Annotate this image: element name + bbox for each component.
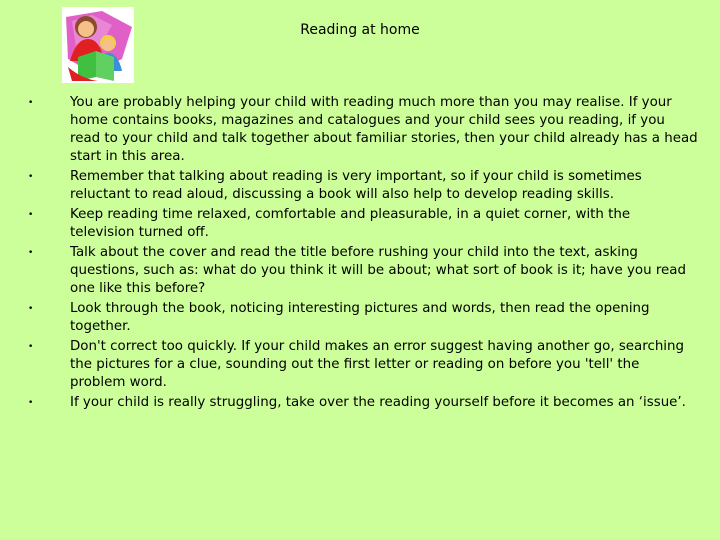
bullet-icon: • [28,98,34,108]
bullet-icon: • [28,304,34,314]
list-item [28,338,698,392]
bullet-list [28,94,698,414]
list-item [28,394,698,412]
list-item [28,206,698,242]
list-item-text: Keep reading time relaxed, comfortable and pleasurable, in a quiet corner, with the television turned off. [70,207,631,240]
bullet-icon: • [28,210,34,220]
list-item [28,244,698,298]
bullet-icon: • [28,398,34,408]
list-item-text: If your child is really struggling, take over the reading yourself before it becomes an ‘issue’. [70,395,686,410]
bullet-icon: • [28,248,34,258]
list-item-text: Remember that talking about reading is very important, so if your child is sometimes reluctant to read aloud, discussing a book will also help to develop reading skills. [70,169,642,202]
list-item-text: Don't correct too quickly. If your child makes an error suggest having another go, searching the pictures for a clue, sounding out the first letter or reading on before you 'tell' the problem word. [70,339,685,390]
bullet-icon: • [28,342,34,352]
page-title: Reading at home [300,22,420,38]
list-item [28,94,698,166]
list-item [28,168,698,204]
list-item-text: You are probably helping your child with reading much more than you may realise. If your home contains books, magazines and catalogues and your child sees you reading, if you read to your child and talk together about familiar stories, then your child already has a head start in this area. [70,95,698,164]
list-item [28,300,698,336]
list-item-text: Look through the book, noticing interesting pictures and words, then read the opening together. [70,301,650,334]
reading-clipart-image [62,7,134,83]
bullet-icon: • [28,172,34,182]
list-item-text: Talk about the cover and read the title before rushing your child into the text, asking questions, such as: what do you think it will be about; what sort of book is it; have you read one like this before? [70,245,686,296]
